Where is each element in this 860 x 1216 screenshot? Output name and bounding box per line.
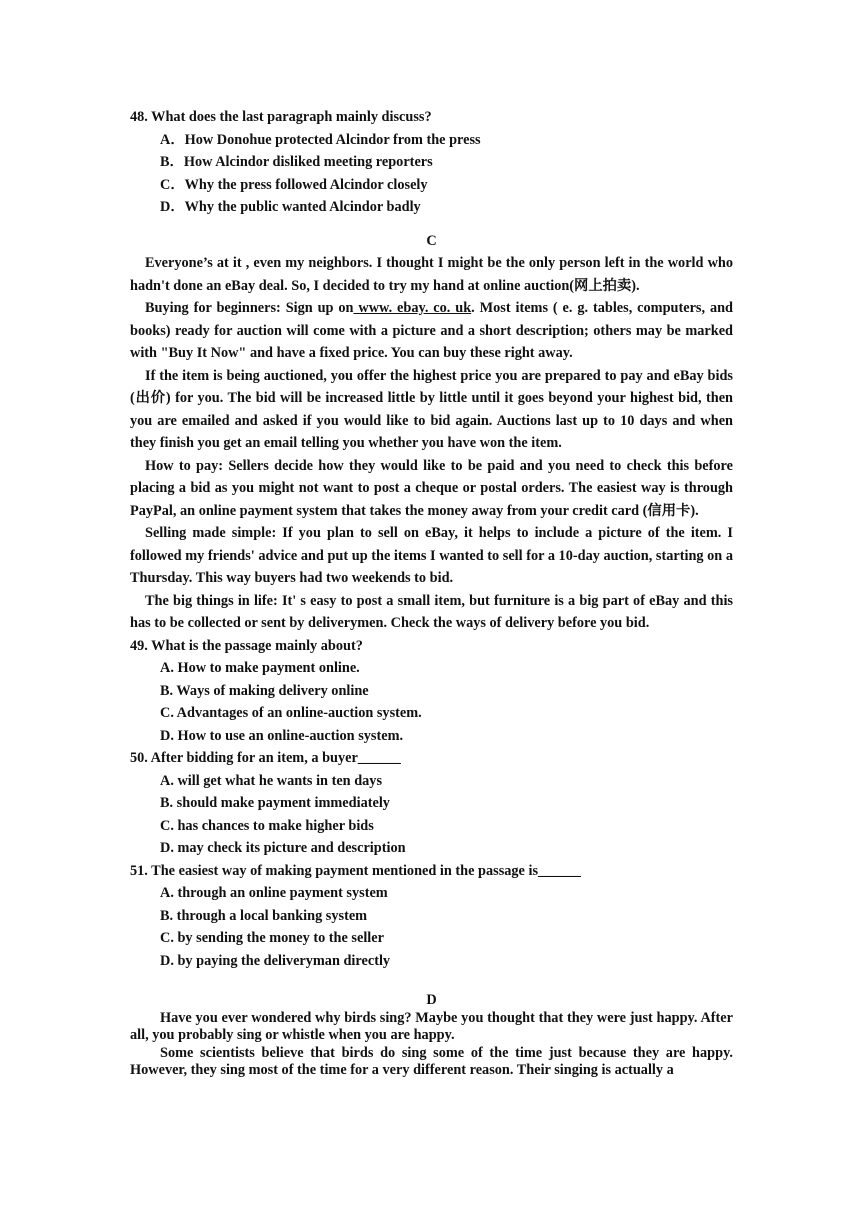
question-51-option-a: A. through an online payment system (160, 885, 388, 901)
section-d-paragraph-1: Have you ever wondered why birds sing? Maybe you thought that they were just happy. After all, you probably sing or whistle when you are happy. (130, 1010, 733, 1044)
question-48-option-c: C．Why the press followed Alcindor closely (160, 176, 428, 193)
question-50-stem (130, 747, 733, 770)
question-51-text: 51. The easiest way of making payment mentioned in the passage is (130, 862, 539, 879)
section-d-title: D (426, 992, 437, 1008)
question-50-option-d: D. may check its picture and description (160, 840, 406, 856)
question-50-option-a: A. will get what he wants in ten days (160, 772, 383, 789)
section-c-paragraph-2 (130, 297, 733, 365)
section-c-paragraph-1: Everyone’s at it , even my neighbors. I thought I might be the only person left in the world who hadn't done an eBay deal. So, I decided to try my hand at online auction(网上拍卖). (130, 255, 733, 294)
question-50-option-b: B. should make payment immediately (160, 795, 390, 811)
question-50-option-c: C. has chances to make higher bids (160, 817, 374, 834)
paragraph-2-lead: Buying for beginners: Sign up on (145, 300, 354, 316)
question-49-stem: 49. What is the passage mainly about? (130, 637, 363, 654)
question-49-option-c: C. Advantages of an online-auction system. (160, 705, 422, 721)
section-c-paragraph-6: The big things in life: It' s easy to post a small item, but furniture is a big part of eBay and this has to be collected or sent by deliverymen. Check the ways of delivery before you bid. (130, 592, 733, 631)
question-51-stem (130, 860, 733, 883)
answer-blank: ______ (538, 862, 581, 879)
question-50-text: 50. After bidding for an item, a buyer (130, 750, 358, 766)
section-c-paragraph-5: Selling made simple: If you plan to sell on eBay, it helps to include a picture of the item. I followed my friends' advice and put up the items I wanted to sell for a 10-day auction, starting on a Thursday. This way buyers had two weekends to bid. (130, 525, 733, 586)
ebay-url: www. ebay. co. uk (353, 300, 472, 316)
question-51-option-d: D. by paying the deliveryman directly (160, 952, 391, 969)
question-48-option-a: A．How Donohue protected Alcindor from the press (160, 131, 481, 148)
exam-page (130, 106, 733, 1079)
question-48-stem: 48. What does the last paragraph mainly discuss? (130, 109, 432, 125)
spacer (130, 972, 733, 984)
section-c-paragraph-4: How to pay: Sellers decide how they would like to be paid and you need to check this before placing a bid as you might not want to post a cheque or postal orders. The easiest way is through PayPal, an online payment system that takes the money away from your credit card (信用卡). (130, 457, 733, 519)
section-c-paragraph-3: If the item is being auctioned, you offer the highest price you are prepared to pay and eBay bids (出价) for you. The bid will be increased little by little until it goes beyond your highest bid, then you are emailed and asked if you would like to bid again. Auctions last up to 10 days and when they finish you get an email telling you whether you have won the item. (130, 367, 733, 451)
question-49-option-d: D. How to use an online-auction system. (160, 727, 404, 744)
question-51-option-c: C. by sending the money to the seller (160, 930, 384, 946)
question-49-option-b: B. Ways of making delivery online (160, 682, 369, 699)
question-48-option-d: D．Why the public wanted Alcindor badly (160, 199, 421, 215)
answer-blank: ______ (357, 750, 401, 766)
paragraph-2-rest: . Most items ( e. g. tables, computers, and books) ready for auction will come with a picture and a short description; others may be marked with "Buy It Now" and have a fixed price. You can buy these right away. (130, 300, 734, 361)
question-49-option-a: A. How to make payment online. (160, 660, 360, 676)
section-d-paragraph-2: Some scientists believe that birds do sing some of the time just because they are happy. However, they sing most of the time for a very different reason. Their singing is actually a (130, 1044, 733, 1078)
question-48-option-b: B．How Alcindor disliked meeting reporters (160, 154, 433, 170)
section-c-title: C (426, 232, 437, 249)
question-51-option-b: B. through a local banking system (160, 907, 368, 924)
